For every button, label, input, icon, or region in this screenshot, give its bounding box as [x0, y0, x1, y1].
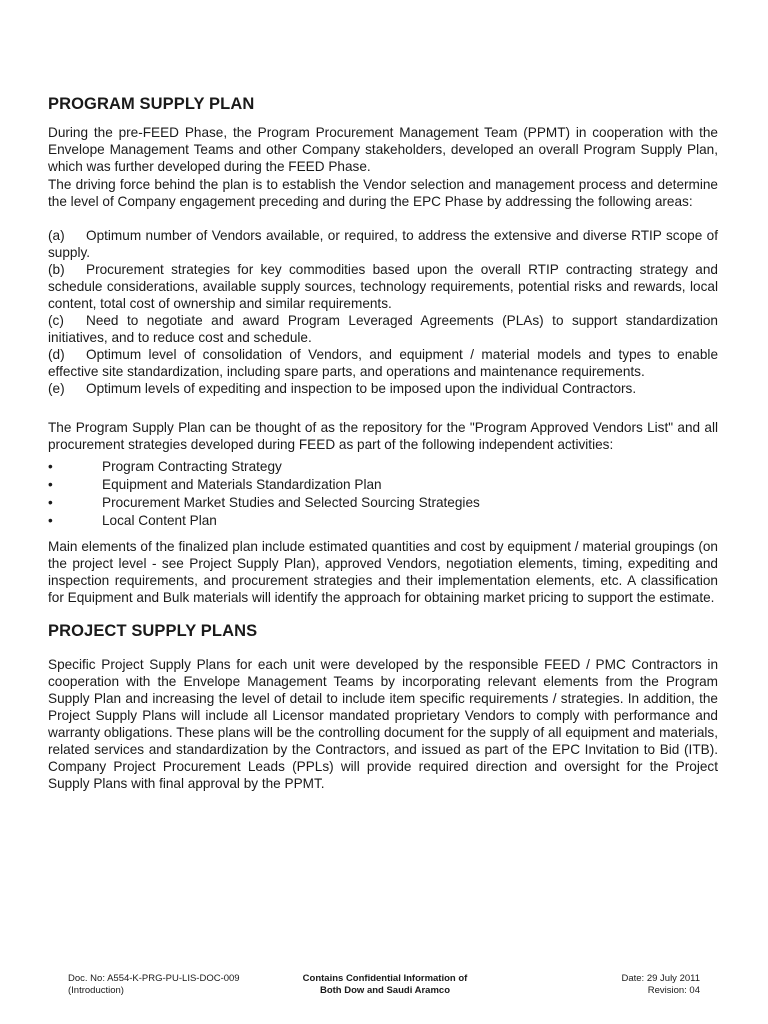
area-text: Optimum number of Vendors available, or required, to address the extensive and diverse RTIP scope of supply.	[48, 228, 718, 260]
area-label: (d)	[48, 347, 65, 362]
area-text: Optimum levels of expediting and inspection to be imposed upon the individual Contractors.	[86, 381, 637, 396]
area-text: Need to negotiate and award Program Leveraged Agreements (PLAs) to support standardization initiatives, and to reduce cost and schedule.	[48, 313, 718, 345]
footer-date-revision: Date: 29 July 2011 Revision: 04	[621, 973, 700, 996]
section-heading-program-supply-plan: PROGRAM SUPPLY PLAN	[48, 95, 255, 113]
paragraph-main-elements: Main elements of the finalized plan include estimated quantities and cost by equipment / material groupings (on the project level - see Project Supply Plan), approved Vendors, negotiation elements, timing, expediting and inspection requirements, and procurement strategies and their implementation elements, etc. A classification for Equipment and Bulk materials will identify the approach for obtaining market pricing to support the estimate.	[48, 539, 718, 605]
areas-list	[48, 227, 718, 397]
area-label: (b)	[48, 262, 65, 277]
paragraph-driving-force: The driving force behind the plan is to establish the Vendor selection and management process and determine the level of Company engagement preceding and during the EPC Phase by addressing the following areas:	[48, 177, 718, 209]
area-item-c	[48, 312, 718, 346]
bullet-icon: •	[48, 495, 53, 510]
activities-list	[48, 458, 718, 530]
list-item: • Program Contracting Strategy	[48, 459, 282, 474]
area-label: (e)	[48, 381, 65, 396]
footer-confidential: Contains Confidential Information of Both Dow and Saudi Aramco	[302, 973, 468, 996]
area-item-e	[48, 380, 718, 397]
bullet-icon: •	[48, 513, 53, 528]
paragraph-intro: During the pre-FEED Phase, the Program Procurement Management Team (PPMT) in cooperation with the Envelope Management Teams and other Company stakeholders, developed an overall Program Supply Plan, which was further developed during the FEED Phase.	[48, 125, 718, 174]
area-label: (c)	[48, 313, 64, 328]
area-item-a	[48, 227, 718, 261]
paragraph-repository: The Program Supply Plan can be thought of as the repository for the "Program Approved Vendors List" and all procurement strategies developed during FEED as part of the following independent activities:	[48, 420, 718, 452]
paragraph-project-supply: Specific Project Supply Plans for each unit were developed by the responsible FEED / PMC Contractors in cooperation with the Envelope Management Teams by incorporating relevant elements from the Program Supply Plan and increasing the level of detail to include item specific requirements / strategies. In addition, the Project Supply Plans will include all Licensor mandated proprietary Vendors to comply with performance and warranty obligations. These plans will be the controlling document for the supply of all equipment and materials, related services and standardization by the Contractors, and issued as part of the EPC Invitation to Bid (ITB). Company Project Procurement Leads (PPLs) will provide required direction and oversight for the Project Supply Plans with final approval by the PPMT.	[48, 657, 718, 791]
area-text: Procurement strategies for key commodities based upon the overall RTIP contracting strategy and schedule considerations, available supply sources, technology requirements, potential risks and rewards, local content, total cost of ownership and similar requirements.	[48, 262, 718, 311]
list-item: • Equipment and Materials Standardization Plan	[48, 477, 382, 492]
bullet-icon: •	[48, 477, 53, 492]
area-item-d	[48, 346, 718, 380]
document-page	[48, 0, 718, 792]
bullet-icon: •	[48, 459, 53, 474]
footer-doc-number: Doc. No: A554-K-PRG-PU-LIS-DOC-009 (Introduction)	[68, 973, 240, 996]
area-item-b	[48, 261, 718, 312]
list-item: • Local Content Plan	[48, 513, 217, 528]
area-label: (a)	[48, 228, 65, 243]
list-item: • Procurement Market Studies and Selected Sourcing Strategies	[48, 495, 480, 510]
area-text: Optimum level of consolidation of Vendors, and equipment / material models and types to enable effective site standardization, including spare parts, and operations and maintenance requirements.	[48, 347, 718, 379]
section-heading-project-supply-plans: PROJECT SUPPLY PLANS	[48, 622, 258, 640]
